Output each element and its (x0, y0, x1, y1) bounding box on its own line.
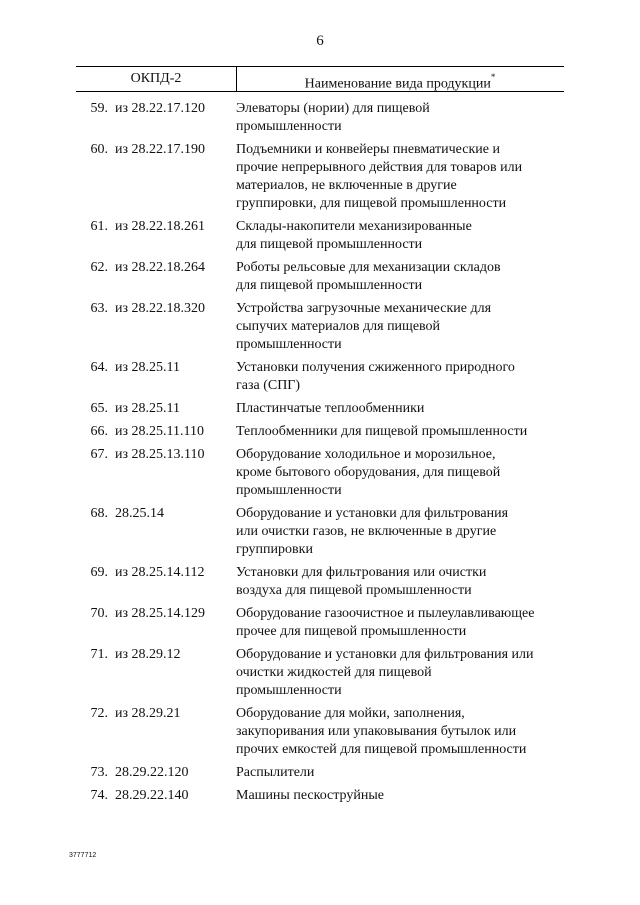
product-name: Элеваторы (нории) для пищевой промышленности (236, 101, 430, 134)
table-row (0, 300, 640, 354)
okpd-code: из 28.25.11 (115, 401, 181, 416)
table-row (0, 423, 640, 441)
okpd-code: из 28.22.17.190 (115, 142, 206, 157)
row-number: 71. (90, 647, 108, 662)
column-header-code: ОКПД-2 (76, 67, 237, 91)
okpd-code: из 28.25.14.129 (115, 606, 206, 621)
table-row (0, 259, 640, 295)
row-number: 72. (90, 706, 108, 721)
document-code: 3777712 (69, 852, 97, 859)
okpd-code: из 28.25.11 (115, 360, 181, 375)
table-row (0, 764, 640, 782)
product-name: Оборудование и установки для фильтрования или очистки жидкостей для пищевой промышленности (236, 647, 534, 698)
row-number: 61. (90, 219, 108, 234)
table-row (0, 705, 640, 759)
okpd-code: из 28.29.12 (115, 647, 181, 662)
table-row (0, 564, 640, 600)
table-row (0, 359, 640, 395)
okpd-code: 28.29.22.140 (115, 788, 189, 803)
product-name: Установки получения сжиженного природного газа (СПГ) (236, 360, 515, 393)
table-row (0, 605, 640, 641)
okpd-code: из 28.22.17.120 (115, 101, 206, 116)
product-name: Оборудование холодильное и морозильное, кроме бытового оборудования, для пищевой промышленности (236, 447, 501, 498)
okpd-code: из 28.25.11.110 (115, 424, 204, 439)
product-name: Установки для фильтрования или очистки воздуха для пищевой промышленности (236, 565, 487, 598)
okpd-code: из 28.22.18.264 (115, 260, 206, 275)
table-row (0, 787, 640, 805)
row-number: 65. (90, 401, 108, 416)
okpd-code: из 28.22.18.261 (115, 219, 206, 234)
row-number: 59. (90, 101, 108, 116)
row-number: 63. (90, 301, 108, 316)
row-number: 73. (90, 765, 108, 780)
product-name: Оборудование газоочистное и пылеулавливающее прочее для пищевой промышленности (236, 606, 535, 639)
okpd-code: 28.29.22.120 (115, 765, 189, 780)
table-row (0, 100, 640, 136)
row-number: 60. (90, 142, 108, 157)
product-name: Машины пескоструйные (236, 788, 384, 803)
row-number: 74. (90, 788, 108, 803)
table-row (0, 218, 640, 254)
product-name: Оборудование для мойки, заполнения, закупоривания или упаковывания бутылок или прочих емкостей для пищевой промышленности (236, 706, 527, 757)
okpd-code: из 28.29.21 (115, 706, 181, 721)
product-name: Распылители (236, 765, 315, 780)
footnote-mark: * (490, 72, 496, 82)
table-row (0, 505, 640, 559)
table-row (0, 446, 640, 500)
product-name: Склады-накопители механизированные для пищевой промышленности (236, 219, 472, 252)
okpd-code: из 28.25.14.112 (115, 565, 205, 580)
column-header-name-text: Наименование вида продукции (304, 76, 491, 92)
okpd-code: из 28.22.18.320 (115, 301, 206, 316)
row-number: 66. (90, 424, 108, 439)
table-row (0, 646, 640, 700)
row-number: 69. (90, 565, 108, 580)
page-number: 6 (316, 33, 324, 49)
product-name: Подъемники и конвейеры пневматические и прочие непрерывного действия для товаров или материалов, не включенные в другие группировки, для пищевой промышленности (236, 142, 523, 211)
product-name: Оборудование и установки для фильтрования или очистки газов, не включенные в другие группировки (236, 506, 509, 557)
table-header (76, 66, 564, 92)
row-number: 64. (90, 360, 108, 375)
row-number: 70. (90, 606, 108, 621)
row-number: 62. (90, 260, 108, 275)
table-row (0, 400, 640, 418)
product-table (0, 100, 640, 810)
row-number: 67. (90, 447, 108, 462)
product-name: Устройства загрузочные механические для сыпучих материалов для пищевой промышленности (236, 301, 492, 352)
column-header-name (236, 67, 564, 91)
okpd-code: 28.25.14 (115, 506, 164, 521)
table-row (0, 141, 640, 213)
okpd-code: из 28.25.13.110 (115, 447, 205, 462)
product-name: Пластинчатые теплообменники (236, 401, 425, 416)
product-name: Роботы рельсовые для механизации складов для пищевой промышленности (236, 260, 501, 293)
row-number: 68. (90, 506, 108, 521)
product-name: Теплообменники для пищевой промышленности (236, 424, 528, 439)
